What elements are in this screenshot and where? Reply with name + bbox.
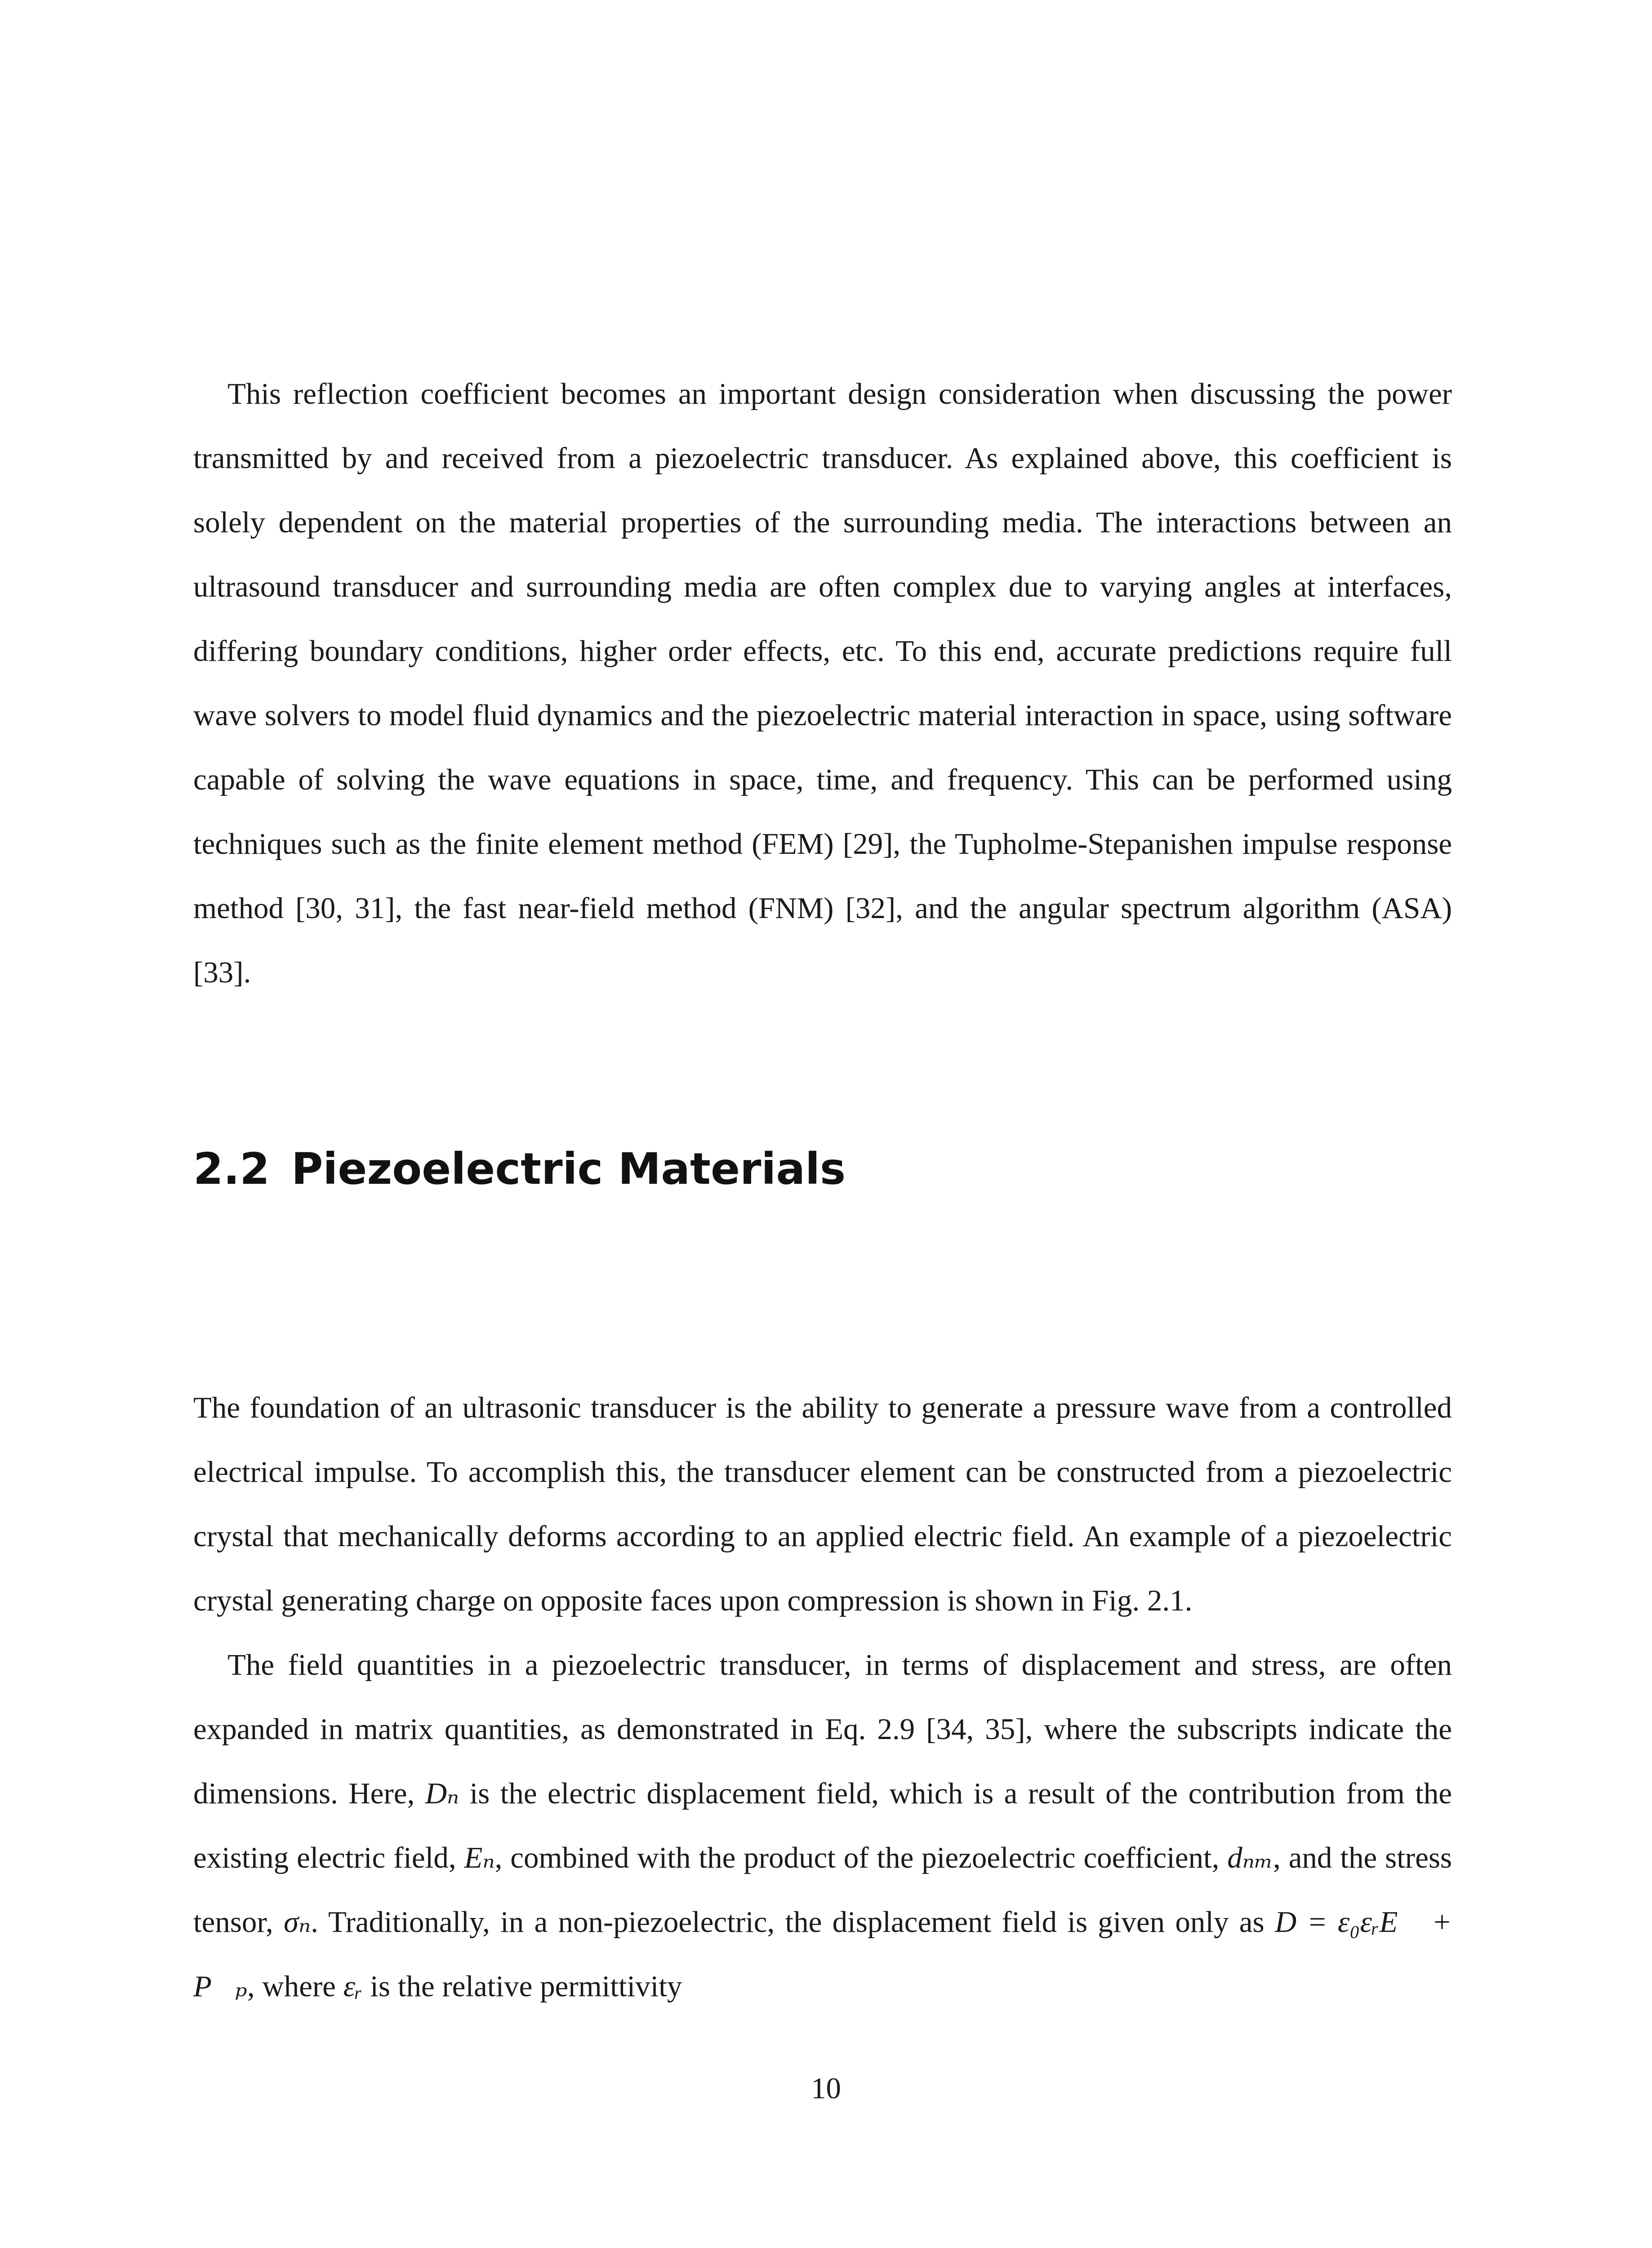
text-run: , combined with the product of the piezoelectric coefficient, [494,1841,1228,1874]
intro-line: equations in space, time, and frequency. This can be performed using techniques such as [193,763,1452,861]
paragraph-field-quantities [193,1633,1452,2019]
intro-line: power transmitted by and received from a piezoelectric transducer. As explained above, this [193,377,1452,475]
displacement-equation: D = ε₀εᵣE⃗ + P⃗ₚ [193,1905,1452,2003]
intro-paragraph-text [193,362,1452,1005]
text-run: . Traditionally, in a non-piezoelectric, the displacement field is given only as [311,1905,1275,1939]
paragraph-foundation: The foundation of an ultrasonic transducer is the ability to generate a pressure wave from a controlled electrical impulse. To accomplish this, the transducer element can be constructed from a piezoelectric crystal that mechanically deforms according to an applied electric field. An example of a piezoelectric crystal generating charge on opposite faces upon compression is shown in Fig. 2.1. [193,1391,1452,1617]
intro-line: interactions between an ultrasound transducer and surrounding media are often complex [193,506,1452,603]
section-number: 2.2 [193,1144,270,1194]
text-run: , and the stress tensor, [193,1841,1452,1939]
section-heading [193,1142,846,1196]
page-number: 10 [811,2072,841,2105]
text-run: , where [247,1970,343,2003]
intro-paragraph [193,362,1452,1005]
intro-line: [30, 31], the fast near-field method (FNM) [32], and the angular spectrum algorithm (ASA) [295,892,1452,925]
math-symbol-dn: Dₙ [425,1777,459,1810]
intro-line: To this end, accurate predictions require full wave solvers to model fluid dynamics and [193,634,1452,732]
intro-line: This reflection coefficient becomes an important design consideration when discussing the [227,377,1365,410]
intro-line: due to varying angles at interfaces, differing boundary conditions, higher order effects, etc. [193,570,1452,668]
math-symbol-eps-r: εᵣ [343,1970,363,2003]
text-run: The field quantities in a piezoelectric transducer, in terms of displacement and stress, are often expanded in matrix quantities, as demonstrated in Eq. 2.9 [34, 35], where the subscripts indicate the dimensions. Here, [193,1648,1452,1810]
math-symbol-sigma: σₙ [284,1905,311,1939]
text-run: is the electric displacement field, which is a result of the contribution from the existing electric field, [193,1777,1452,1874]
intro-line: coefficient is solely dependent on the material properties of the surrounding media. The [193,442,1452,539]
math-symbol-dnm: dₙₘ [1227,1841,1274,1874]
math-symbol-en: Eₙ [464,1841,495,1874]
text-run: is the relative permittivity [362,1970,682,2003]
intro-line: the finite element method (FEM) [29], the Tupholme-Stepanishen impulse response method [193,827,1452,925]
intro-line: [33]. [193,956,251,989]
section-title: Piezoelectric Materials [291,1144,846,1194]
section-body [193,1376,1452,2019]
intro-line: the piezoelectric material interaction in space, using software capable of solving the wave [193,699,1452,796]
